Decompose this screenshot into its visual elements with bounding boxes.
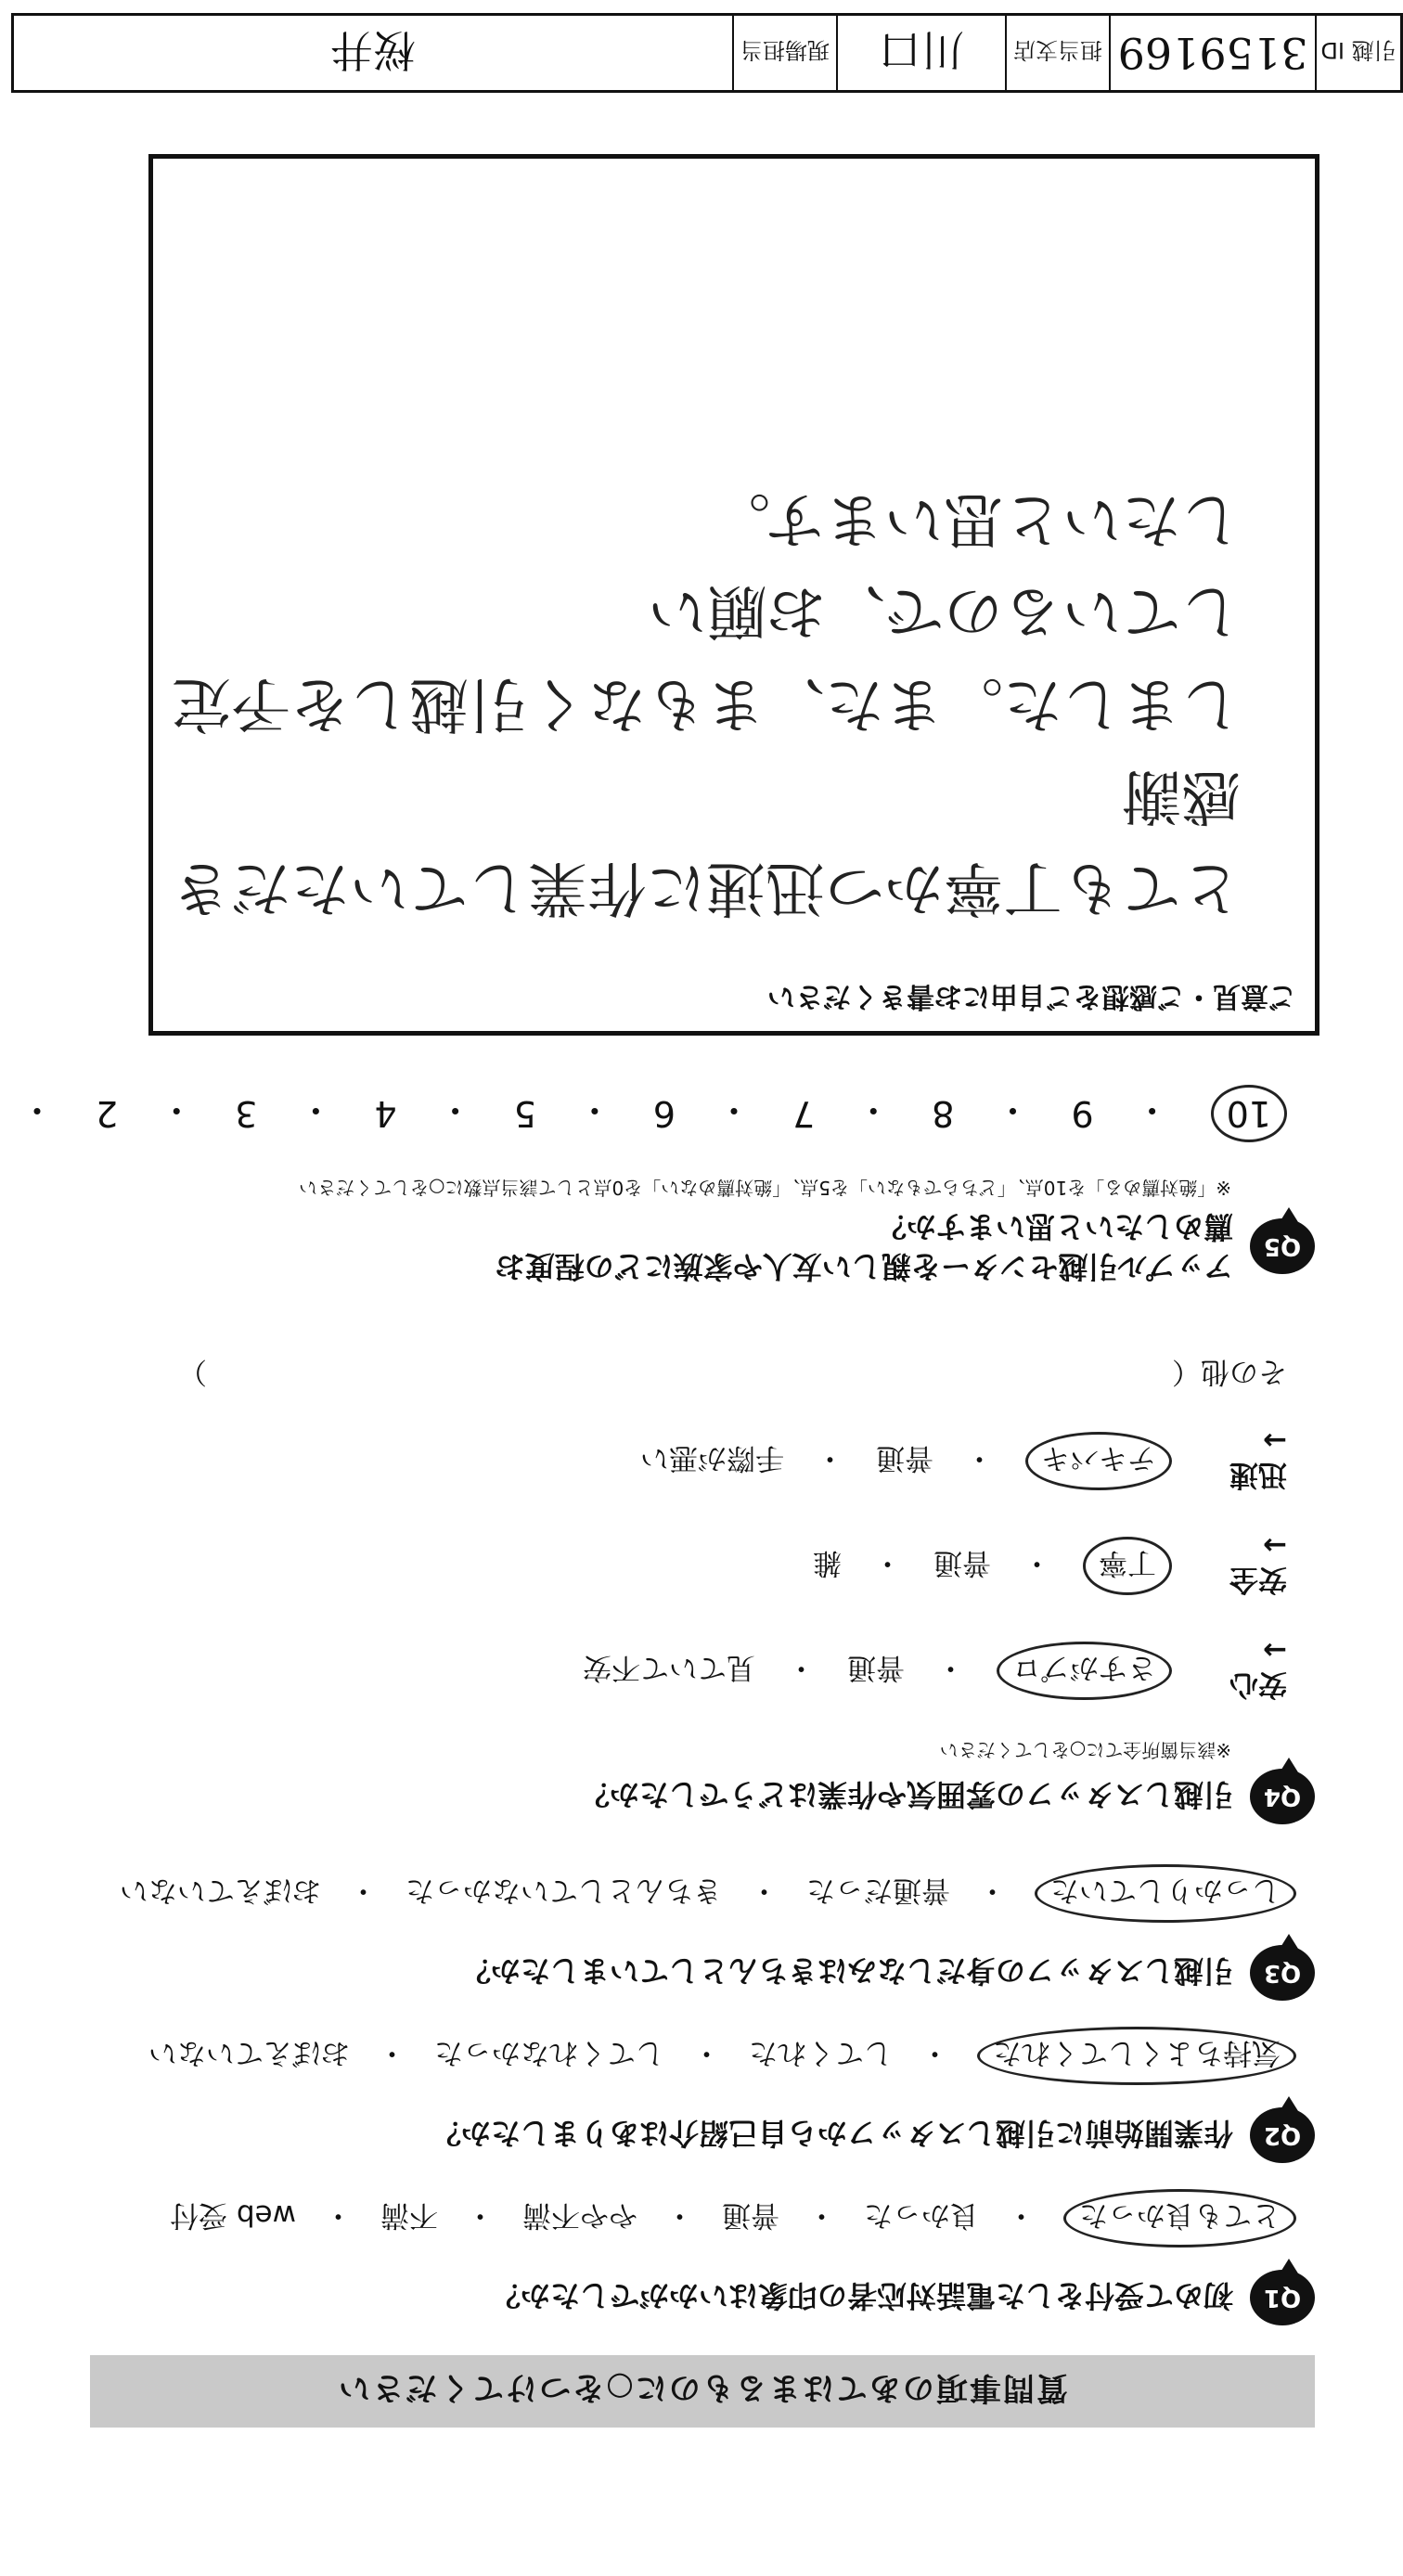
q4-row-0-label: 安心 → [1229,1633,1287,1701]
q1-option-3[interactable]: やや不満 [522,2198,637,2232]
q3-option-3[interactable]: おぼえていない [120,1874,321,1907]
q2-text: 作業開始前に引越しスタッフから自己紹介はありましたか？ [431,2116,1233,2151]
q4-other [34,1354,1287,1396]
q4-other-close: ） [178,1355,207,1388]
id-value: 3159169 [1109,16,1315,90]
question-4 [34,1354,1315,1824]
q4-row-2-option-0[interactable]: テキパキ [1025,1432,1172,1490]
q4-row-0-option-0[interactable]: さすがプロ [997,1642,1172,1700]
q3-text: 引越しスタッフの身だしなみはきちんとしていましたか？ [460,1953,1233,1989]
q4-row-2-option-1[interactable]: 普通 [876,1441,933,1475]
q4-row-jinsoku: 迅速 → テキパキ ・ 普通 ・ 手際が悪い [34,1423,1287,1499]
id-label: 引越 ID [1315,16,1400,90]
q2-badge: Q2 [1250,2107,1315,2163]
q4-row-anshin: 安心 → さすがプロ ・ 普通 ・ 見ていて不安 [34,1633,1287,1708]
q3-badge: Q3 [1250,1945,1315,2001]
q4-text: 引越しスタッフの雰囲気や作業はどうでしたか？ [579,1777,1233,1812]
q4-other-label: その他（ [1172,1355,1287,1388]
question-1 [34,2189,1315,2325]
q5-score-2[interactable]: 2 [96,1092,119,1134]
q5-text: アップル引越センターを親しい友人や家族にどの程度お薦めしたいと思いますか？ [495,1208,1233,1284]
q4-badge: Q4 [1250,1769,1315,1824]
q1-option-5[interactable]: web 受付 [170,2198,296,2232]
comment-title: ご意見・ご感想をご自由にお書きください [767,980,1296,1012]
leader-value: 桜井 [330,25,416,75]
comment-line-3: したいと思います。 [711,484,1241,554]
q4-row-0-option-2[interactable]: 見ていて不安 [583,1651,755,1684]
q4-row-1-option-0[interactable]: 丁寧 [1083,1537,1172,1595]
q3-option-1[interactable]: 普通だった [806,1874,950,1907]
q5-scale: 10 ・ 9 ・ 8 ・ 7 ・ 6 ・ 5 ・ 4 ・ 3 ・ 2 ・ [34,1085,1287,1142]
q2-option-1[interactable]: してくれた [749,2036,893,2069]
q4-row-2-option-2[interactable]: 手際が悪い [640,1441,784,1475]
branch-label: 担当支店 [1005,16,1109,90]
q2-option-2[interactable]: してくれなかった [434,2036,664,2069]
q5-note: ※「絶対薦める」を10点、「どちらでもない」を5点、「絶対薦めない」を0点として該当点数に○をしてください [299,1176,1231,1199]
q4-row-2-label: 迅速 → [1229,1423,1287,1491]
branch-value: 川口 [836,16,1005,90]
q1-option-1[interactable]: 良かった [864,2198,979,2232]
q3-option-2[interactable]: きちんとしていなかった [405,1874,722,1907]
q5-score-3[interactable]: 3 [235,1092,258,1134]
q5-badge: Q5 [1250,1218,1315,1274]
q3-option-0[interactable]: しっかりしていた [1035,1864,1296,1923]
q2-option-3[interactable]: おぼえていない [148,2036,350,2069]
q2-option-0[interactable]: 気持ちよくしてくれた [977,2027,1296,2085]
q4-other-field[interactable] [225,1354,1153,1396]
q4-row-anzen: 安全 → 丁寧 ・ 普通 ・ 雑 [34,1528,1287,1604]
q1-badge: Q1 [1250,2270,1315,2325]
q4-row-1-option-1[interactable]: 普通 [933,1546,991,1579]
q4-row-1-label: 安全 → [1229,1528,1287,1596]
q4-note: ※該当箇所全てに○をしてください [939,1739,1231,1761]
instruction-band: 質問事項のあてはまるものに○をつけてください [90,2355,1315,2428]
footer-table [11,13,1403,93]
q5-score-9[interactable]: 9 [1071,1092,1094,1134]
q4-row-1-option-2[interactable]: 雑 [813,1546,842,1579]
question-3 [34,1864,1315,2001]
q5-score-7[interactable]: 7 [792,1092,816,1134]
q5-score-8[interactable]: 8 [932,1092,955,1134]
q2-options: 気持ちよくしてくれた ・ してくれた ・ してくれなかった ・ おぼえていない [34,2027,1296,2085]
q1-option-2[interactable]: 普通 [722,2198,779,2232]
q5-score-6[interactable]: 6 [652,1092,676,1134]
comment-handwriting [172,472,1241,933]
q5-score-5[interactable]: 5 [513,1092,536,1134]
q3-options: しっかりしていた ・ 普通だった ・ きちんとしていなかった ・ おぼえていない [34,1864,1296,1923]
comment-box[interactable] [148,154,1319,1036]
comment-line-1: とても丁寧かつ迅速に作業していただき感謝 [172,760,1241,921]
question-2 [34,2027,1315,2163]
question-5 [19,1085,1315,1286]
comment-line-2: しました。また、まもなく引越しを予定しているので、お願い [172,576,1241,738]
q4-row-0-option-1[interactable]: 普通 [847,1651,905,1684]
q1-text: 初めて受付をした電話対応者の印象はいかがでしたか？ [490,2278,1233,2313]
q5-score-10[interactable]: 10 [1211,1085,1287,1142]
leader-label: 現場担当 [732,16,836,90]
q1-options: とても良かった ・ 良かった ・ 普通 ・ やや不満 ・ 不満 ・ web 受付 [34,2189,1296,2248]
q5-score-4[interactable]: 4 [374,1092,397,1134]
q1-option-4[interactable]: 不満 [380,2198,438,2232]
q1-option-0[interactable]: とても良かった [1063,2189,1296,2248]
